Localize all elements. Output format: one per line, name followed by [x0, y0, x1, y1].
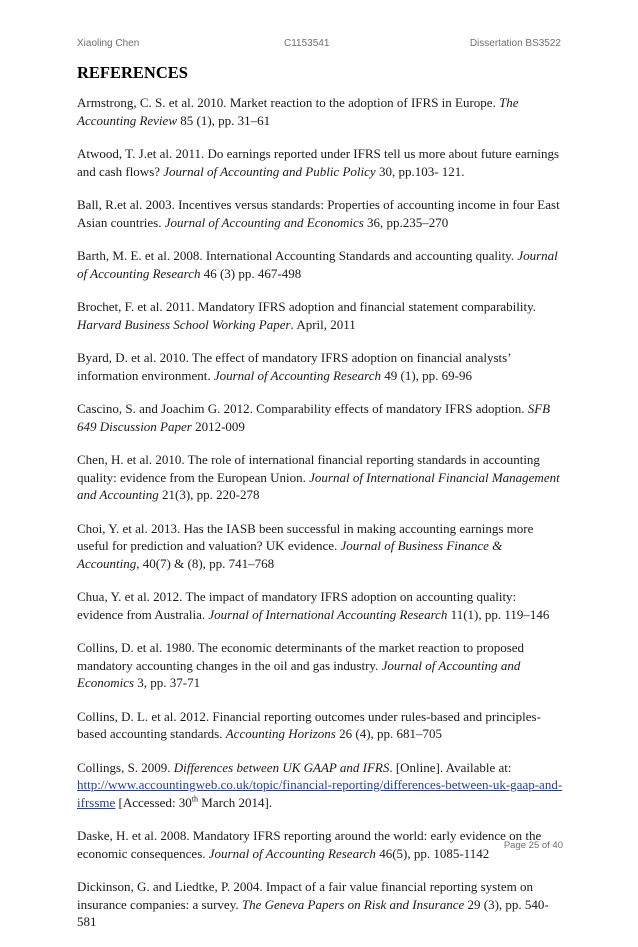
- reference-text: Brochet, F. et al. 2011. Mandatory IFRS adoption and financial statement comparability.: [77, 299, 537, 314]
- reference-details: 11(1), pp. 119–146: [447, 606, 550, 622]
- reference-entry: [77, 196, 563, 231]
- accessed-date-prefix: [Accessed: 30: [115, 794, 192, 810]
- reference-text: Ball, R.et al. 2003. Incentives versus standards: Properties of accounting income in four East Asian countries.: [77, 197, 560, 230]
- reference-entry: [77, 451, 563, 504]
- reference-entry: [77, 247, 563, 282]
- reference-source: Journal of Accounting Research: [77, 248, 558, 281]
- reference-availability: . [Online]. Available at:: [389, 759, 512, 775]
- reference-source: Journal of Accounting Research: [213, 367, 382, 383]
- reference-entry: [77, 94, 563, 129]
- reference-entry: [77, 298, 563, 333]
- reference-text: Cascino, S. and Joachim G. 2012. Comparability effects of mandatory IFRS adoption.: [77, 401, 528, 416]
- reference-entry: [77, 878, 563, 931]
- reference-text: Chen, H. et al. 2010. The role of international financial reporting standards in accounting quality: evidence from the European Union.: [77, 452, 540, 485]
- reference-source: Journal of International Financial Management and Accounting: [77, 469, 560, 502]
- references-section: [77, 63, 563, 947]
- reference-entry: [77, 349, 563, 384]
- reference-text: Collins, D. et al. 1980. The economic determinants of the market reaction to proposed mandatory accounting changes in the oil and gas industry.: [77, 640, 525, 673]
- reference-details: . April, 2011: [290, 316, 356, 332]
- reference-details: 40(7) & (8), pp. 741–768: [139, 555, 275, 571]
- reference-details: 46 (3) pp. 467-498: [200, 265, 302, 281]
- reference-url-link[interactable]: http://www.accountingweb.co.uk/topic/financial-reporting/differences-between-uk-gaap-and-ifrssme: [77, 777, 563, 810]
- reference-entry: [77, 400, 563, 435]
- reference-text: Dickinson, G. and Liedtke, P. 2004. Impact of a fair value financial reporting system on insurance companies: a survey.: [77, 879, 533, 912]
- reference-source: Journal of Accounting and Economics: [164, 214, 364, 230]
- reference-source: Differences between UK GAAP and IFRS: [173, 759, 390, 775]
- reference-entry: [77, 520, 563, 573]
- reference-text: Atwood, T. J.et al. 2011. Do earnings reported under IFRS tell us more about future earnings and cash flows?: [77, 146, 560, 179]
- reference-details: 29 (3), pp. 540-581: [77, 896, 549, 929]
- reference-entry: [77, 588, 563, 623]
- reference-source: Journal of Accounting and Economics: [77, 657, 521, 690]
- reference-details: 85 (1), pp. 31–61: [177, 112, 271, 128]
- section-title: REFERENCES: [77, 63, 188, 82]
- header-course: Dissertation BS3522: [469, 38, 561, 49]
- reference-source: Harvard Business School Working Paper: [77, 316, 291, 332]
- reference-details: 30, pp.103- 121.: [375, 163, 465, 179]
- reference-text: Choi, Y. et al. 2013. Has the IASB been successful in making accounting earnings more useful for prediction and valuation? UK evidence.: [77, 520, 534, 553]
- reference-entry: [77, 708, 563, 743]
- reference-text: Chua, Y. et al. 2012. The impact of mandatory IFRS adoption on accounting quality: evidence from Australia.: [77, 589, 517, 622]
- reference-text: Barth, M. E. et al. 2008. International Accounting Standards and accounting quality.: [77, 248, 518, 263]
- reference-details: 2012-009: [191, 418, 245, 434]
- reference-source: Journal of Accounting Research: [208, 845, 376, 861]
- reference-source: SFB 649 Discussion Paper: [77, 401, 551, 434]
- reference-source: The Geneva Papers on Risk and Insurance: [241, 896, 465, 912]
- header-author: Xiaoling Chen: [77, 38, 140, 49]
- reference-text: Collins, D. L. et al. 2012. Financial reporting outcomes under rules-based and principles-based accounting standards.: [77, 708, 541, 741]
- reference-details: 3, pp. 37-71: [134, 675, 201, 690]
- reference-source: The Accounting Review: [77, 95, 519, 128]
- reference-details: 21(3), pp. 220-278: [158, 487, 260, 502]
- reference-entry: [77, 145, 563, 180]
- reference-entry-online: [77, 759, 563, 812]
- reference-source: Journal of International Accounting Research: [208, 606, 448, 622]
- reference-entry: [77, 827, 563, 862]
- reference-text: Daske, H. et al. 2008. Mandatory IFRS reporting around the world: early evidence on the economic consequences.: [77, 828, 542, 861]
- reference-details: 36, pp.235–270: [363, 214, 449, 230]
- accessed-date-suffix: March 2014].: [198, 794, 273, 810]
- header-student-id: C1153541: [284, 38, 330, 49]
- reference-text: Armstrong, C. S. et al. 2010. Market reaction to the adoption of IFRS in Europe.: [77, 95, 500, 110]
- references-list: [77, 94, 563, 931]
- page-number: Page 25 of 40: [503, 840, 563, 851]
- reference-text: Byard, D. et al. 2010. The effect of mandatory IFRS adoption on financial analysts’ information environment.: [77, 350, 511, 383]
- accessed-date-ordinal: th: [191, 794, 199, 804]
- reference-details: 26 (4), pp. 681–705: [335, 726, 443, 741]
- reference-source: Accounting Horizons: [225, 726, 336, 741]
- reference-source: Journal of Business Finance & Accounting,: [77, 538, 503, 571]
- page-header: [77, 38, 561, 52]
- reference-details: 49 (1), pp. 69-96: [381, 367, 473, 383]
- reference-details: 46(5), pp. 1085-1142: [375, 845, 490, 861]
- reference-entry: [77, 639, 563, 692]
- reference-source: Journal of Accounting and Public Policy: [163, 163, 376, 179]
- reference-text: Collings, S. 2009.: [77, 759, 174, 775]
